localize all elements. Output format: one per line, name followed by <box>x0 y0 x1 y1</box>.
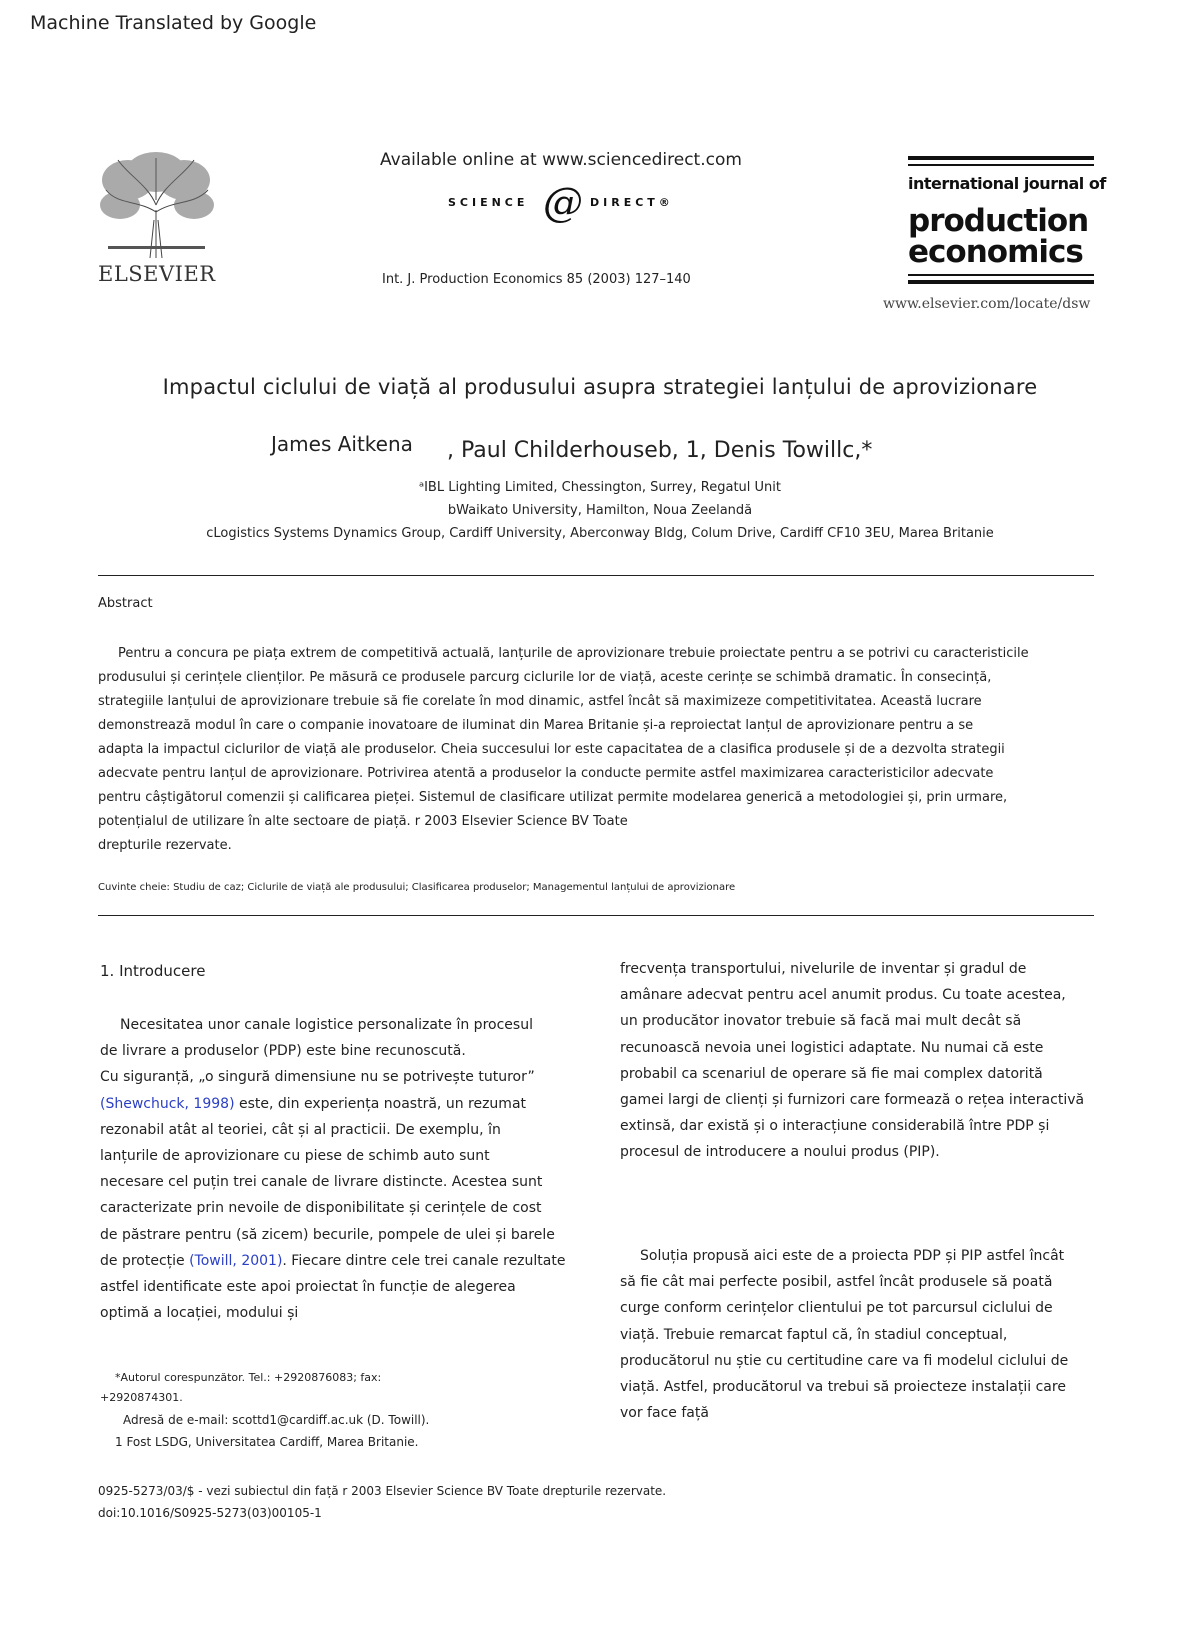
sciencedirect-logo <box>448 180 688 226</box>
text-line <box>100 1248 610 1274</box>
text-line: extinsă, dar există și o interacțiune considerabilă între PDP și <box>620 1118 1050 1135</box>
left-column <box>100 1012 610 1326</box>
text-line: un producător inovator trebuie să facă mai mult decât să <box>620 1013 1022 1030</box>
footnote-corresponding: *Autorul corespunzător. Tel.: +2920876083; fax: <box>115 1371 382 1384</box>
elsevier-tree-logo <box>98 150 215 260</box>
text-line: caracterizate prin nevoile de disponibilitate și cerințele de cost <box>100 1200 542 1217</box>
publisher-name: ELSEVIER <box>98 262 216 286</box>
text-line: Necesitatea unor canale logistice personalizate în procesul <box>120 1017 533 1033</box>
footer-doi[interactable]: doi:10.1016/S0925-5273(03)00105-1 <box>98 1506 322 1520</box>
text-line: curge conform cerințelor clientului pe tot parcursul ciclului de <box>620 1300 1053 1317</box>
watermark: Machine Translated by Google <box>30 12 317 34</box>
text-line: frecvența transportului, nivelurile de inventar și gradul de <box>620 961 1027 977</box>
journal-logo-rule <box>908 156 1094 160</box>
affiliation-a: ᵃIBL Lighting Limited, Chessington, Surrey, Regatul Unit <box>419 480 781 495</box>
paper-title: Impactul ciclului de viață al produsului asupra strategiei lanțului de aprovizionare <box>162 375 1038 399</box>
journal-logo-rule <box>908 164 1094 166</box>
text-line: viață. Trebuie remarcat faptul că, în stadiul conceptual, <box>620 1326 1008 1343</box>
text-line: optimă a locației, modului și <box>100 1305 299 1322</box>
text-line: rezonabil atât al teoriei, cât și al practicii. De exemplu, în <box>100 1121 501 1138</box>
abstract-line: adecvate pentru lanțul de aprovizionare. Potrivirea atentă a produselor la conducte permite astfel maximizarea caracteristicilor adecvate <box>98 766 994 781</box>
affiliation-c: cLogistics Systems Dynamics Group, Cardiff University, Aberconway Bldg, Colum Drive, Cardiff CF10 3EU, Marea Britanie <box>206 526 994 541</box>
abstract-heading: Abstract <box>98 596 153 611</box>
journal-logo-production: production <box>908 203 1089 239</box>
citation-towill[interactable]: (Towill, 2001) <box>189 1252 283 1269</box>
text-line: de livrare a produselor (PDP) este bine recunoscută. <box>100 1043 466 1060</box>
footer-issn: 0925-5273/03/$ - vezi subiectul din față r 2003 Elsevier Science BV Toate drepturile rezervate. <box>98 1484 667 1498</box>
abstract-line: demonstrează modul în care o companie inovatoare de iluminat din Marea Britanie și-a reproiectat lanțul de aprovizionare pentru a se <box>98 718 974 733</box>
affiliation-b: bWaikato University, Hamilton, Noua Zeelandă <box>447 503 753 518</box>
right-column-bottom <box>620 1243 1100 1426</box>
journal-reference: Int. J. Production Economics 85 (2003) 127–140 <box>382 272 691 287</box>
abstract-body <box>98 642 1098 858</box>
text-line: astfel identificate este apoi proiectat în funcție de alegerea <box>100 1279 516 1296</box>
abstract-line: pentru câștigătorul comenzii și calificarea pieței. Sistemul de clasificare utilizat permite modelarea generică a metodologiei și, prin urmare, <box>98 790 1008 805</box>
sciencedirect-left: SCIENCE <box>448 196 529 209</box>
citation-shewchuck[interactable]: (Shewchuck, 1998) <box>100 1095 235 1112</box>
author-first: James Aitkena <box>271 432 413 456</box>
text-line: vor face față <box>620 1405 709 1422</box>
abstract-line: potențialul de utilizare în alte sectoare de piață. r 2003 Elsevier Science BV Toate <box>98 814 628 829</box>
journal-url[interactable]: www.elsevier.com/locate/dsw <box>883 296 1091 312</box>
text-line: procesul de introducere a noului produs (PIP). <box>620 1144 940 1161</box>
text-line: necesare cel puțin trei canale de livrare distincte. Acestea sunt <box>100 1174 543 1191</box>
divider <box>98 915 1094 916</box>
text-fragment: de protecție <box>100 1252 190 1269</box>
text-line: Cu siguranță, „o singură dimensiune nu se potrivește tuturor” <box>100 1069 535 1086</box>
text-line: producătorul nu știe cu certitudine care va fi modelul ciclului de <box>620 1352 1069 1369</box>
divider <box>98 575 1094 576</box>
text-line: lanțurile de aprovizionare cu piese de schimb auto sunt <box>100 1148 490 1165</box>
right-column-top <box>620 956 1100 1166</box>
text-line: amânare adecvat pentru acel anumit produs. Cu toate acestea, <box>620 987 1066 1004</box>
abstract-line: adapta la impactul ciclurilor de viață ale produselor. Cheia succesului lor este capacitatea de a clasifica produsele și de a dezvolta strategii <box>98 742 1005 757</box>
text-line <box>100 1091 610 1117</box>
journal-logo-economics: economics <box>908 234 1083 270</box>
sciencedirect-right: DIRECT® <box>590 196 674 209</box>
text-line: probabil ca scenariul de operare să fie mai complex datorită <box>620 1065 1043 1082</box>
keywords: Cuvinte cheie: Studiu de caz; Ciclurile de viață ale produsului; Clasificarea produselor; Managementul lanțului de aprovizionare <box>98 882 736 893</box>
journal-logo-small: international journal of <box>908 174 1106 193</box>
abstract-line: produsului și cerințele clienților. Pe măsură ce produsele parcurg ciclurile lor de viață, aceste cerințe se schimbă dramatic. În consecință, <box>98 670 992 685</box>
journal-logo-rule <box>908 280 1094 284</box>
section-heading: 1. Introducere <box>100 962 206 980</box>
text-fragment: . Fiecare dintre cele trei canale rezultate <box>282 1252 566 1269</box>
text-line: să fie cât mai perfecte posibil, astfel încât produsele să poată <box>620 1274 1053 1291</box>
text-line: viață. Astfel, producătorul va trebui să proiecteze instalații care <box>620 1379 1066 1396</box>
footnote-email: Adresă de e-mail: scottd1@cardiff.ac.uk (D. Towill). <box>123 1413 430 1427</box>
journal-logo-rule <box>908 274 1094 276</box>
text-line: Soluția propusă aici este de a proiecta PDP și PIP astfel încât <box>640 1248 1065 1264</box>
text-fragment: este, din experiența noastră, un rezumat <box>234 1095 527 1112</box>
author-rest: , Paul Childerhouseb, 1, Denis Towillc,* <box>447 438 873 463</box>
abstract-line: strategiile lanțului de aprovizionare trebuie să fie corelate în mod dinamic, astfel încât să maximizeze competitivitatea. Această lucrare <box>98 694 982 709</box>
text-line: gamei largi de clienți și furnizori care formează o rețea interactivă <box>620 1092 1085 1109</box>
sciencedirect-at-icon: @ <box>543 180 583 226</box>
abstract-line: Pentru a concura pe piața extrem de competitivă actuală, lanțurile de aprovizionare trebuie proiectate pentru a se potrivi cu caracteristicile <box>118 646 1029 661</box>
available-online: Available online at www.sciencedirect.com <box>380 150 742 170</box>
text-line: recunoască nevoia unei logistici adaptate. Nu numai că este <box>620 1039 1044 1056</box>
footer <box>98 1480 666 1524</box>
text-line: de păstrare pentru (să zicem) becurile, pompele de ulei și barele <box>100 1226 555 1243</box>
abstract-line: drepturile rezervate. <box>98 838 232 853</box>
footnote-fax: +2920874301. <box>100 1391 183 1404</box>
footnote-1: 1 Fost LSDG, Universitatea Cardiff, Marea Britanie. <box>115 1435 419 1449</box>
